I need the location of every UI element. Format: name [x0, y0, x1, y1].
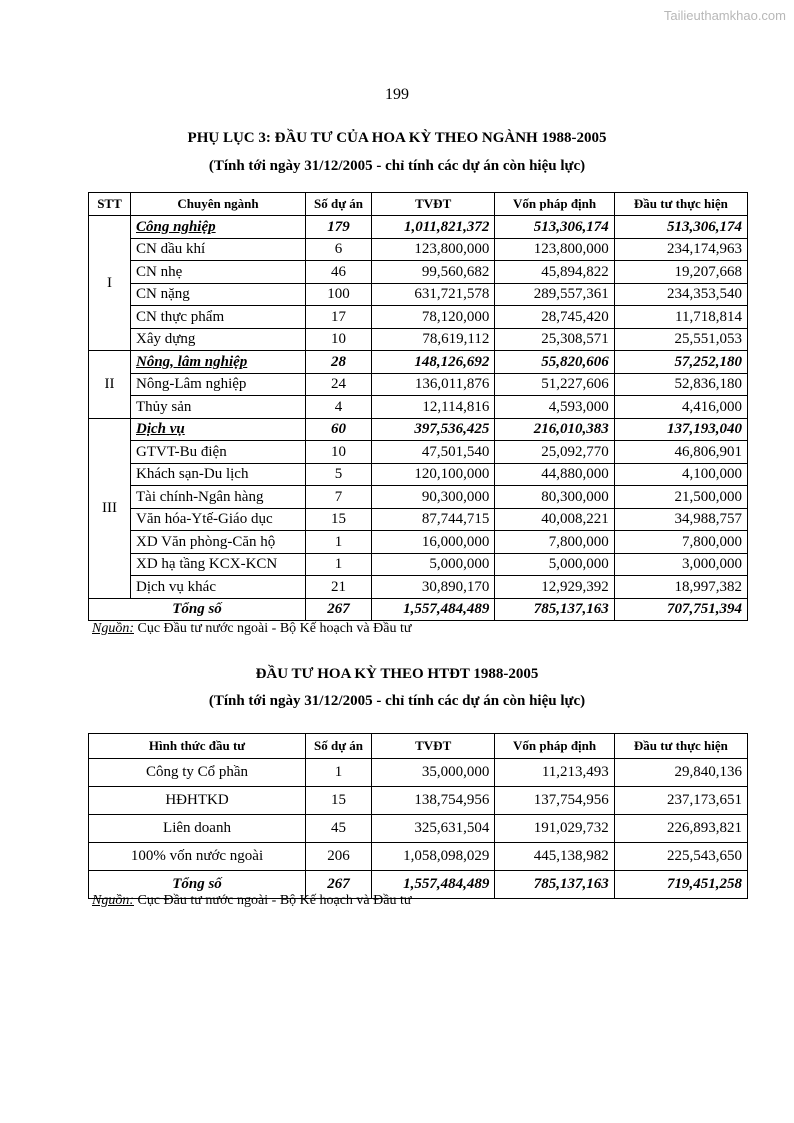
page-number: 199: [385, 86, 409, 103]
tvdt-value: 631,721,578: [372, 283, 495, 306]
sector-name: CN nặng: [131, 283, 306, 306]
legal-capital-value: 12,929,392: [495, 576, 614, 599]
legal-capital-value: 44,880,000: [495, 463, 614, 486]
sector-name: CN thực phẩm: [131, 306, 306, 329]
investment-form: Công ty Cổ phần: [89, 759, 306, 787]
sector-name: Tài chính-Ngân hàng: [131, 486, 306, 509]
table-row: [89, 486, 748, 509]
sector-name: Thủy sản: [131, 396, 306, 419]
table-row: [89, 238, 748, 261]
group-legal-capital: 55,820,606: [495, 351, 614, 374]
source-label: Nguồn:: [92, 621, 134, 636]
total-implemented: 707,751,394: [614, 598, 747, 621]
group-name: Nông, lâm nghiệp: [131, 351, 306, 374]
implemented-value: 234,353,540: [614, 283, 747, 306]
tvdt-value: 325,631,504: [372, 815, 495, 843]
header-project-count: Số dự án: [306, 193, 372, 216]
header-legal-capital: Vốn pháp định: [495, 734, 614, 759]
table-row: [89, 441, 748, 464]
group-row: [89, 418, 748, 441]
total-label: Tổng số: [89, 871, 306, 899]
project-count: 7: [306, 486, 372, 509]
group-tvdt: 397,536,425: [372, 418, 495, 441]
table-row: [89, 787, 748, 815]
tvdt-value: 12,114,816: [372, 396, 495, 419]
header-sector: Chuyên ngành: [131, 193, 306, 216]
implemented-value: 226,893,821: [614, 815, 747, 843]
group-legal-capital: 216,010,383: [495, 418, 614, 441]
legal-capital-value: 40,008,221: [495, 508, 614, 531]
sector-name: XD Văn phòng-Căn hộ: [131, 531, 306, 554]
source-note: [92, 621, 411, 637]
table-row: [89, 576, 748, 599]
table-row: [89, 396, 748, 419]
project-count: 6: [306, 238, 372, 261]
project-count: 4: [306, 396, 372, 419]
total-count: 267: [306, 871, 372, 899]
table-row: [89, 553, 748, 576]
investment-form-table: [88, 733, 748, 899]
tvdt-value: 87,744,715: [372, 508, 495, 531]
stt-cell: I: [89, 216, 131, 351]
group-tvdt: 1,011,821,372: [372, 216, 495, 239]
sector-name: CN dầu khí: [131, 238, 306, 261]
tvdt-value: 78,120,000: [372, 306, 495, 329]
group-count: 60: [306, 418, 372, 441]
table-row: [89, 531, 748, 554]
section1-subtitle: (Tính tới ngày 31/12/2005 - chỉ tính các dự án còn hiệu lực): [208, 158, 586, 174]
project-count: 15: [306, 508, 372, 531]
group-implemented: 513,306,174: [614, 216, 747, 239]
table-row: [89, 373, 748, 396]
header-tvdt: TVĐT: [372, 734, 495, 759]
legal-capital-value: 123,800,000: [495, 238, 614, 261]
table-header-row: [89, 734, 748, 759]
source-note: [92, 893, 411, 909]
header-implemented: Đầu tư thực hiện: [614, 193, 747, 216]
table-row: [89, 843, 748, 871]
table-row: [89, 815, 748, 843]
project-count: 46: [306, 261, 372, 284]
group-implemented: 137,193,040: [614, 418, 747, 441]
implemented-value: 19,207,668: [614, 261, 747, 284]
implemented-value: 4,100,000: [614, 463, 747, 486]
legal-capital-value: 5,000,000: [495, 553, 614, 576]
legal-capital-value: 7,800,000: [495, 531, 614, 554]
group-name: Dịch vụ: [131, 418, 306, 441]
tvdt-value: 120,100,000: [372, 463, 495, 486]
stt-cell: II: [89, 351, 131, 419]
tvdt-value: 16,000,000: [372, 531, 495, 554]
legal-capital-value: 445,138,982: [495, 843, 614, 871]
project-count: 45: [306, 815, 372, 843]
header-implemented: Đầu tư thực hiện: [614, 734, 747, 759]
sector-name: Khách sạn-Du lịch: [131, 463, 306, 486]
stt-cell: III: [89, 418, 131, 598]
group-name: Công nghiệp: [131, 216, 306, 239]
sector-name: Dịch vụ khác: [131, 576, 306, 599]
sector-investment-table: [88, 192, 748, 621]
total-legal-capital: 785,137,163: [495, 598, 614, 621]
group-row: [89, 216, 748, 239]
tvdt-value: 99,560,682: [372, 261, 495, 284]
legal-capital-value: 137,754,956: [495, 787, 614, 815]
group-implemented: 57,252,180: [614, 351, 747, 374]
total-count: 267: [306, 598, 372, 621]
implemented-value: 234,174,963: [614, 238, 747, 261]
group-count: 28: [306, 351, 372, 374]
project-count: 1: [306, 759, 372, 787]
project-count: 1: [306, 531, 372, 554]
implemented-value: 46,806,901: [614, 441, 747, 464]
project-count: 15: [306, 787, 372, 815]
project-count: 1: [306, 553, 372, 576]
legal-capital-value: 80,300,000: [495, 486, 614, 509]
investment-form: Liên doanh: [89, 815, 306, 843]
legal-capital-value: 45,894,822: [495, 261, 614, 284]
implemented-value: 52,836,180: [614, 373, 747, 396]
total-row: [89, 598, 748, 621]
tvdt-value: 138,754,956: [372, 787, 495, 815]
total-tvdt: 1,557,484,489: [372, 598, 495, 621]
group-tvdt: 148,126,692: [372, 351, 495, 374]
project-count: 24: [306, 373, 372, 396]
investment-form: 100% vốn nước ngoài: [89, 843, 306, 871]
tvdt-value: 136,011,876: [372, 373, 495, 396]
total-label: Tổng số: [89, 598, 306, 621]
source-label: Nguồn:: [92, 893, 134, 908]
implemented-value: 11,718,814: [614, 306, 747, 329]
sector-name: CN nhẹ: [131, 261, 306, 284]
legal-capital-value: 28,745,420: [495, 306, 614, 329]
legal-capital-value: 25,092,770: [495, 441, 614, 464]
tvdt-value: 1,058,098,029: [372, 843, 495, 871]
tvdt-value: 90,300,000: [372, 486, 495, 509]
implemented-value: 4,416,000: [614, 396, 747, 419]
project-count: 10: [306, 441, 372, 464]
table-row: [89, 283, 748, 306]
source-text: Cục Đầu tư nước ngoài - Bộ Kế hoạch và Đầu tư: [134, 621, 412, 636]
table-row: [89, 759, 748, 787]
legal-capital-value: 25,308,571: [495, 328, 614, 351]
implemented-value: 29,840,136: [614, 759, 747, 787]
total-legal-capital: 785,137,163: [495, 871, 614, 899]
implemented-value: 34,988,757: [614, 508, 747, 531]
table-row: [89, 261, 748, 284]
total-implemented: 719,451,258: [614, 871, 747, 899]
section1-title: PHỤ LỤC 3: ĐẦU TƯ CỦA HOA KỲ THEO NGÀNH 1988-2005: [187, 130, 607, 146]
table-row: [89, 328, 748, 351]
group-count: 179: [306, 216, 372, 239]
legal-capital-value: 11,213,493: [495, 759, 614, 787]
implemented-value: 237,173,651: [614, 787, 747, 815]
legal-capital-value: 51,227,606: [495, 373, 614, 396]
implemented-value: 3,000,000: [614, 553, 747, 576]
group-row: [89, 351, 748, 374]
project-count: 17: [306, 306, 372, 329]
sector-name: XD hạ tầng KCX-KCN: [131, 553, 306, 576]
header-investment-form: Hình thức đầu tư: [89, 734, 306, 759]
header-stt: STT: [89, 193, 131, 216]
watermark: Tailieuthamkhao.com: [663, 8, 786, 23]
table-row: [89, 508, 748, 531]
section2-subtitle: (Tính tới ngày 31/12/2005 - chỉ tính các dự án còn hiệu lực): [208, 693, 586, 709]
implemented-value: 25,551,053: [614, 328, 747, 351]
header-legal-capital: Vốn pháp định: [495, 193, 614, 216]
project-count: 206: [306, 843, 372, 871]
header-project-count: Số dự án: [306, 734, 372, 759]
group-legal-capital: 513,306,174: [495, 216, 614, 239]
sector-name: Xây dựng: [131, 328, 306, 351]
implemented-value: 18,997,382: [614, 576, 747, 599]
table-row: [89, 463, 748, 486]
tvdt-value: 78,619,112: [372, 328, 495, 351]
implemented-value: 7,800,000: [614, 531, 747, 554]
source-text: Cục Đầu tư nước ngoài - Bộ Kế hoạch và Đầu tư: [134, 893, 412, 908]
implemented-value: 225,543,650: [614, 843, 747, 871]
sector-name: Nông-Lâm nghiệp: [131, 373, 306, 396]
sector-name: Văn hóa-Ytế-Giáo dục: [131, 508, 306, 531]
section2-title: ĐẦU TƯ HOA KỲ THEO HTĐT 1988-2005: [255, 666, 539, 682]
tvdt-value: 30,890,170: [372, 576, 495, 599]
legal-capital-value: 191,029,732: [495, 815, 614, 843]
project-count: 100: [306, 283, 372, 306]
tvdt-value: 35,000,000: [372, 759, 495, 787]
sector-name: GTVT-Bu điện: [131, 441, 306, 464]
total-tvdt: 1,557,484,489: [372, 871, 495, 899]
tvdt-value: 47,501,540: [372, 441, 495, 464]
project-count: 10: [306, 328, 372, 351]
legal-capital-value: 4,593,000: [495, 396, 614, 419]
project-count: 5: [306, 463, 372, 486]
project-count: 21: [306, 576, 372, 599]
tvdt-value: 123,800,000: [372, 238, 495, 261]
implemented-value: 21,500,000: [614, 486, 747, 509]
investment-form: HĐHTKD: [89, 787, 306, 815]
header-tvdt: TVĐT: [372, 193, 495, 216]
table-header-row: [89, 193, 748, 216]
tvdt-value: 5,000,000: [372, 553, 495, 576]
table-row: [89, 306, 748, 329]
legal-capital-value: 289,557,361: [495, 283, 614, 306]
